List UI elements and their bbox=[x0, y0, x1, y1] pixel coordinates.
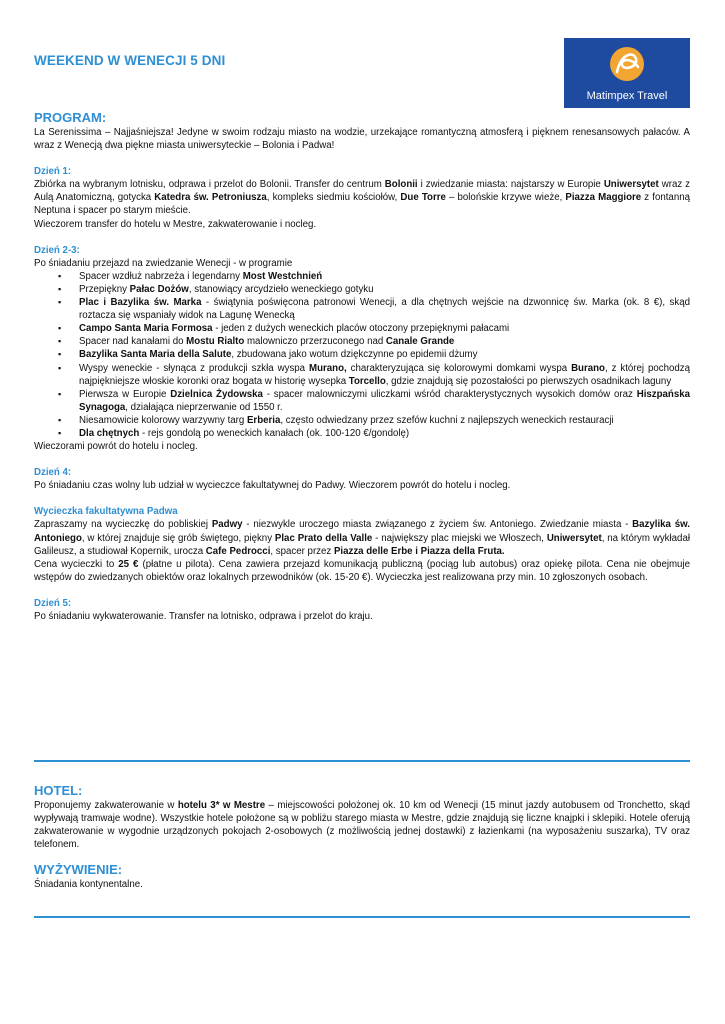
divider bbox=[34, 916, 690, 918]
food-heading: WYŻYWIENIE: bbox=[34, 862, 123, 878]
list-item: ▪ Campo Santa Maria Formosa - jeden z dużych weneckich placów otoczony przepięknymi pałacami bbox=[68, 322, 690, 335]
day23-heading: Dzień 2-3: bbox=[34, 244, 80, 256]
list-item: ▪ Plac i Bazylika św. Marka - świątynia poświęcona patronowi Wenecji, a dla chętnych wejście na dzwonnicę św. Marka (ok. 8 €), skąd roztacza się wspaniały widok na Lagunę Wenecką bbox=[68, 296, 690, 322]
list-item: ▪ Spacer wzdłuż nabrzeża i legendarny Most Westchnień bbox=[68, 270, 690, 283]
day1-text: Zbiórka na wybranym lotnisku, odprawa i przelot do Bolonii. Transfer do centrum Bolonii i zwiedzanie miasta: najstarszy w Europie Uniwersytet wraz z Aulą Anatomiczną, gotycka Katedra św. Petroniusza, kompleks siedmiu kościołów, Due Torre – bolońskie krzywe wieże, Piazza Maggiore z fontanną Neptuna i spacer po starym mieście. bbox=[34, 179, 690, 217]
company-logo bbox=[564, 38, 690, 108]
day4-heading: Dzień 4: bbox=[34, 467, 72, 479]
hotel-section bbox=[34, 783, 690, 891]
list-item: ▪ Bazylika Santa Maria della Salute, zbudowana jako wotum dziękczynne po epidemii dżumy bbox=[68, 348, 690, 361]
logo-text: Matimpex Travel bbox=[586, 90, 668, 102]
day1-heading: Dzień 1: bbox=[34, 166, 72, 178]
padwa-price: Cena wycieczki to 25 € (płatne u pilota). Cena zawiera przejazd komunikacją publiczną (pociąg lub autobus) oraz opiekę pilota. Cena nie obejmuje wstępów do zwiedzanych obiektów oraz lokalnych przewodników (ok. 15-20 €). Wycieczka jest realizowana przy min. 10 zgłoszonych osobach. bbox=[34, 558, 690, 583]
day23-evening: Wieczorami powrót do hotelu i nocleg. bbox=[34, 441, 198, 453]
list-item: ▪ Wyspy weneckie - słynąca z produkcji szkła wyspa Murano, charakteryzująca się kolorowymi domkami wyspa Burano, z której pochodzą najpiękniejsze włoskie koronki oraz bogata w historię wysepka Torcello, gdzie znajdują się pozostałości po pierwszych osadnikach laguny bbox=[68, 362, 690, 388]
day4-text: Po śniadaniu czas wolny lub udział w wycieczce fakultatywnej do Padwy. Wieczorem powrót do hotelu i nocleg. bbox=[34, 480, 511, 492]
list-item: ▪ Pierwsza w Europie Dzielnica Żydowska - spacer malowniczymi uliczkami wśród charakterystycznych wysokich domów oraz Hiszpańska Synagoga, działająca nieprzerwanie od 1550 r. bbox=[68, 388, 690, 414]
program-intro: La Serenissima – Najjaśniejsza! Jedyne w swoim rodzaju miasto na wodzie, urzekające romantyczną atmosferą i pięknem renesansowych pałaców. A wraz z Wenecją dwa piękne miasta uniwersyteckie – Bolonia i Padwa! bbox=[34, 127, 690, 152]
day5-heading: Dzień 5: bbox=[34, 597, 72, 609]
list-item: ▪ Spacer nad kanałami do Mostu Rialto malowniczo przerzuconego nad Canale Grande bbox=[68, 335, 690, 348]
logo-emblem-icon bbox=[608, 45, 646, 83]
day1-evening: Wieczorem transfer do hotelu w Mestre, zakwaterowanie i nocleg. bbox=[34, 218, 317, 230]
list-item: ▪ Dla chętnych - rejs gondolą po weneckich kanałach (ok. 100-120 €/gondolę) bbox=[68, 427, 690, 440]
hotel-text: Proponujemy zakwaterowanie w hotelu 3* w Mestre – miejscowości położonej ok. 10 km od Wenecji (15 minut jazdy autobusem od Tronchetto, skąd wypływają tramwaje wodne). Wszystkie hotele położone są w pobliżu starego miasta w Mestre, gdzie znajdują się liczne knajpki i sklepiki. Hotele oferują zakwaterowanie w wygodnie urządzonych pokojach 2-osobowych (z możliwością jednej dostawki) z łazienkami (na wyposażeniu suszarka), TV oraz telefonem. bbox=[34, 800, 691, 851]
day5-text: Po śniadaniu wykwaterowanie. Transfer na lotnisko, odprawa i przelot do kraju. bbox=[34, 611, 373, 622]
padwa-text: Zapraszamy na wycieczkę do pobliskiej Padwy - niezwykle uroczego miasta związanego z życiem św. Antoniego. Zwiedzanie miasta - Bazylika św. Antoniego, w której znajduje się grób świętego, piękny Plac Prato della Valle - największy plac miejski we Włoszech, Uniwersytet, na którym wykładał Galileusz, a studiował Kopernik, urocza Cafe Pedrocci, spacer przez Piazza delle Erbe i Piazza della Fruta. bbox=[34, 519, 690, 557]
day23-intro: Po śniadaniu przejazd na zwiedzanie Wenecji - w programie bbox=[34, 257, 293, 269]
hotel-heading: HOTEL: bbox=[34, 783, 83, 798]
page-title: WEEKEND W WENECJI 5 DNI bbox=[34, 53, 226, 68]
food-text: Śniadania kontynentalne. bbox=[34, 879, 143, 891]
list-item: ▪ Niesamowicie kolorowy warzywny targ Erberia, często odwiedzany przez szefów kuchni z najlepszych weneckich restauracji bbox=[68, 414, 690, 427]
program-section bbox=[34, 110, 690, 623]
divider bbox=[34, 760, 690, 762]
program-heading: PROGRAM: bbox=[34, 110, 107, 125]
list-item: ▪ Przepiękny Pałac Dożów, stanowiący arcydzieło weneckiego gotyku bbox=[68, 283, 690, 296]
day23-list bbox=[34, 270, 690, 440]
padwa-heading: Wycieczka fakultatywna Padwa bbox=[34, 506, 178, 518]
